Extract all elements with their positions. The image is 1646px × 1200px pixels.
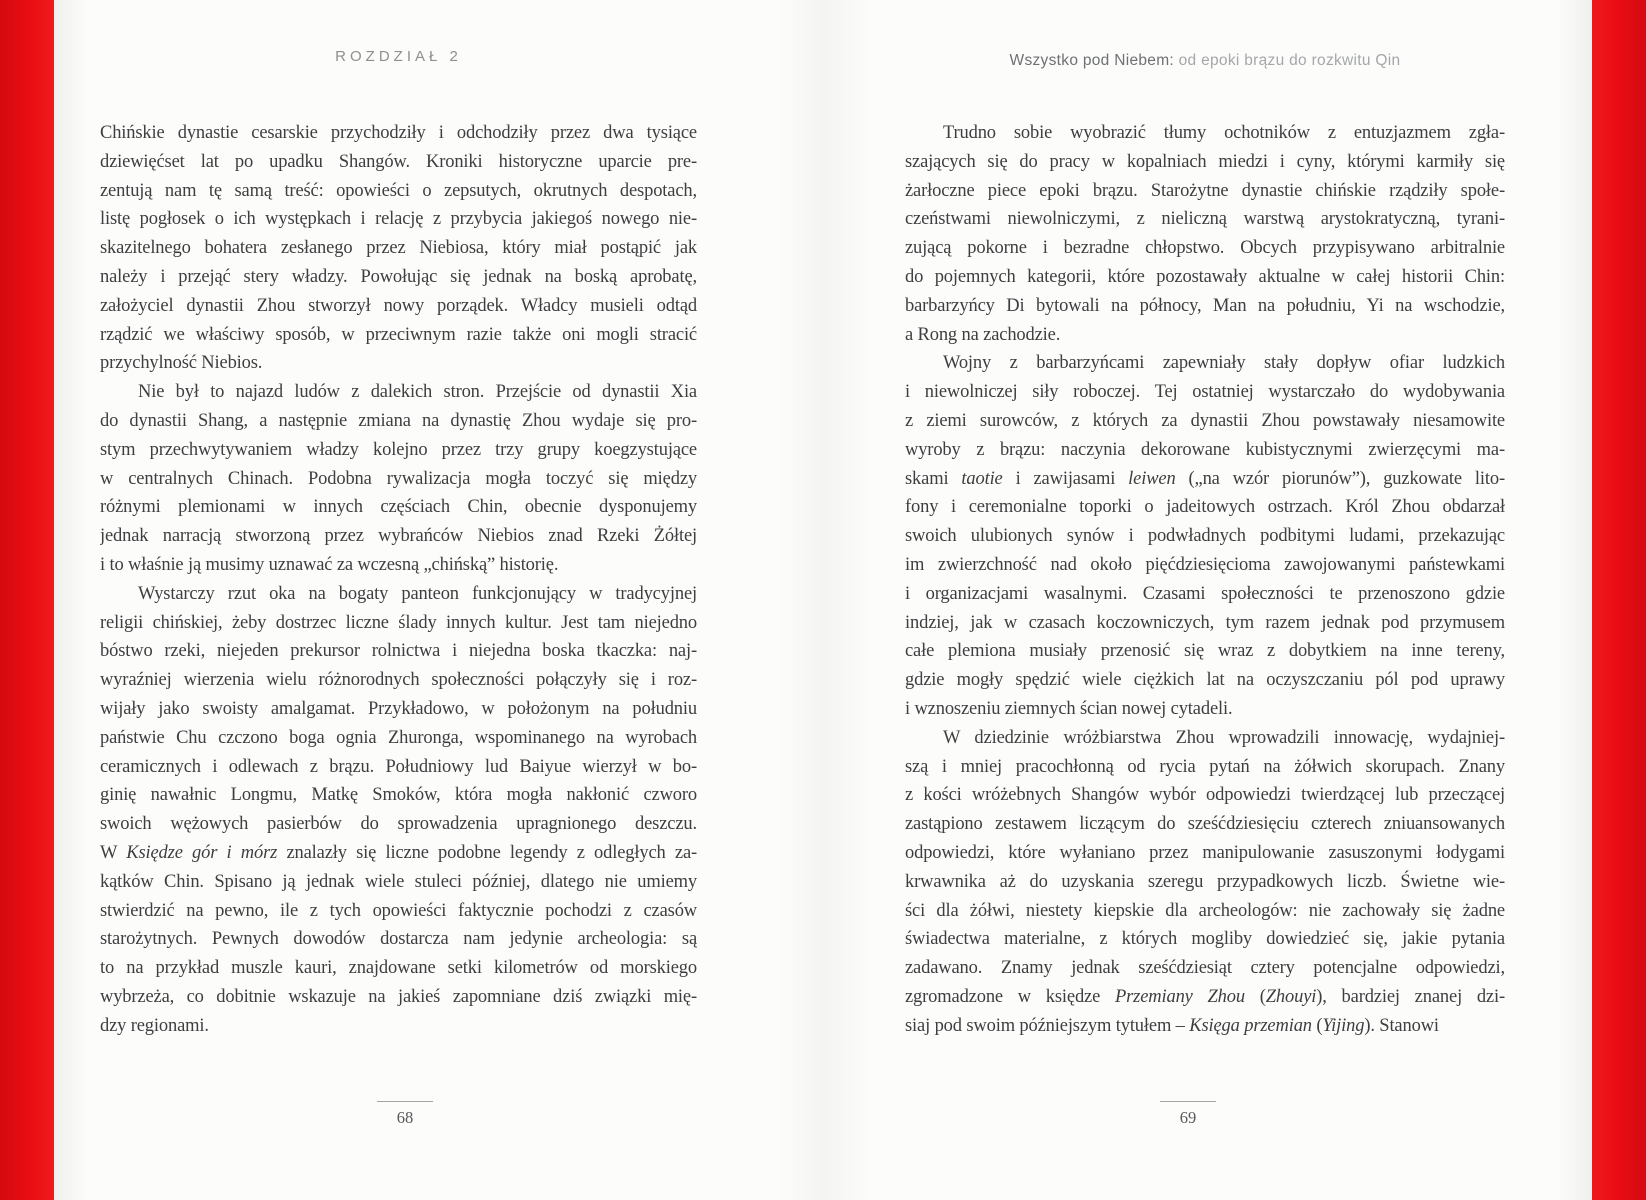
running-header-title — [890, 52, 1520, 70]
text-line: w centralnych Chinach. Podobna rywalizacja mogła toczyć się między — [100, 468, 697, 489]
text-line: czeństwami niewolniczymi, z nieliczną warstwą arystokratyczną, tyrani- — [905, 209, 1505, 230]
page-number: 68 — [396, 1108, 414, 1127]
text-line: założyciel dynastii Zhou stworzył nowy porządek. Władcy musieli odtąd — [100, 295, 697, 316]
text-line: indziej, jak w czasach koczowniczych, tym razem jednak pod przymusem — [905, 612, 1505, 633]
text-line: dzy regionami. — [100, 1015, 209, 1036]
text-line: do dynastii Shang, a następnie zmiana na dynastię Zhou wydaje się pro- — [100, 410, 697, 431]
text-line: wyroby z brązu: naczynia dekorowane kubistycznymi zwierzęcymi ma- — [905, 439, 1505, 460]
text-line: listę pogłosek o ich występkach i relację z przybycia jakiegoś nowego nie- — [100, 209, 697, 230]
book-cover-edge-left — [0, 0, 54, 1200]
text-line: zgromadzone w księdze Przemiany Zhou (Zhouyi), bardziej znanej dzi- — [905, 986, 1505, 1007]
text-line: państwie Chu czczono boga ognia Zhuronga, wspominanego na wyrobach — [100, 727, 697, 748]
text-line: szą i mniej pracochłonną od rycia pytań na żółwich skorupach. Znany — [905, 756, 1505, 777]
text-line: świadectwa materialne, z których mogliby dowiedzieć się, jakie pytania — [905, 929, 1505, 950]
text-line: a Rong na zachodzie. — [905, 324, 1061, 345]
running-header-title-sub: od epoki brązu do rozkwitu Qin — [1174, 52, 1401, 69]
text-line: i wznoszeniu ziemnych ścian nowej cytadeli. — [905, 698, 1233, 719]
text-line: krwawnika aż do uzyskania szeregu przypadkowych liczb. Świetne wie- — [905, 871, 1505, 892]
running-header-chapter: ROZDZIAŁ 2 — [335, 48, 462, 65]
page-number-rule — [377, 1101, 433, 1102]
text-line: należy i przejąć stery władzy. Powołując się jednak na boską aprobatę, — [100, 266, 697, 287]
page-number-rule — [1160, 1101, 1216, 1102]
text-line: barbarzyńcy Di bytowali na północy, Man na południu, Yi na wschodzie, — [905, 295, 1505, 316]
text-line: stym przechwytywaniem władzy kolejno przez trzy grupy koegzystujące — [100, 439, 697, 460]
text-line: Wystarczy rzut oka na bogaty panteon funkcjonujący w tradycyjnej — [138, 583, 697, 604]
text-line: starożytnych. Pewnych dowodów dostarcza nam jedynie archeologia: są — [100, 929, 697, 950]
text-line: zastąpiono zestawem liczącym do sześćdziesięciu czterech zniuansowanych — [905, 814, 1505, 835]
text-line: zadawano. Znamy jednak sześćdziesiąt cztery potencjalne odpowiedzi, — [905, 958, 1505, 979]
text-line: stwierdzić na pewno, ile z tych opowieści faktycznie pochodzi z czasów — [100, 900, 697, 921]
text-line: skazitelnego bohatera zesłanego przez Niebiosa, który miał postąpić jak — [100, 238, 697, 259]
page-edge-shadow-left — [54, 0, 88, 1200]
text-line: odpowiedzi, które wyłaniano przez manipulowanie zasuszonymi łodygami — [905, 842, 1505, 863]
text-line: Nie był to najazd ludów z dalekich stron. Przejście od dynastii Xia — [138, 382, 697, 403]
text-line: rządzić we właściwy sposób, w przeciwnym razie także oni mogli stracić — [100, 324, 697, 345]
text-line: religii chińskiej, żeby dostrzec liczne ślady innych kultur. Jest tam niejedno — [100, 612, 697, 633]
page-edge-shadow-right — [1558, 0, 1592, 1200]
text-line: ginię nawałnic Longmu, Matkę Smoków, która mogła nakłonić czworo — [100, 785, 697, 806]
text-line: jednak narracją stworzoną przez wybrańców Niebios znad Rzeki Żółtej — [100, 526, 697, 547]
text-line: do pojemnych kategorii, które pozostawały aktualne w całej historii Chin: — [905, 266, 1505, 287]
text-line: Wojny z barbarzyńcami zapewniały stały dopływ ofiar ludzkich — [943, 353, 1505, 374]
text-line: wijały jako swoisty amalgamat. Przykładowo, w położonym na południu — [100, 698, 697, 719]
text-line: im zwierzchność nad około pięćdziesięcioma zawojowanymi państewkami — [905, 554, 1505, 575]
text-line: W dziedzinie wróżbiarstwa Zhou wprowadzili innowację, wydajniej- — [943, 727, 1505, 748]
text-line: i to właśnie ją musimy uznawać za wczesną „chińską” historię. — [100, 554, 559, 575]
running-header-title-main: Wszystko pod Niebem: — [1009, 52, 1175, 69]
right-page-text-column — [905, 119, 1505, 1041]
text-line: gdzie mogły spędzić wiele ciężkich lat na oczyszczaniu pól pod uprawy — [905, 670, 1505, 691]
text-line: bóstwo rzeki, niejeden prekursor rolnictwa i niejedna boska tkaczka: naj- — [100, 641, 697, 662]
left-page-text-column — [100, 119, 697, 1041]
text-line: Chińskie dynastie cesarskie przychodziły i odchodziły przez dwa tysiące — [100, 123, 697, 143]
text-line: z kości wróżebnych Shangów wybór odpowiedzi twierdzącej lub przeczącej — [905, 785, 1505, 806]
text-line: to na przykład muszle kauri, znajdowane setki kilometrów od morskiego — [100, 958, 697, 979]
text-line: dziewięćset lat po upadku Shangów. Kroniki historyczne uparcie pre- — [100, 151, 697, 172]
text-line: i organizacjami wasalnymi. Czasami społeczności te przenoszono gdzie — [905, 583, 1505, 604]
text-line: zującą pokorne i bezradne chłopstwo. Obcych przypisywano arbitralnie — [905, 238, 1505, 259]
text-line: żarłoczne piece epoki brązu. Starożytne dynastie chińskie rządziły społe- — [905, 180, 1505, 201]
book-cover-edge-right — [1592, 0, 1646, 1200]
text-line: W Księdze gór i mórz znalazły się liczne podobne legendy z odległych za- — [100, 842, 697, 863]
text-line: kątków Chin. Spisano ją jednak wiele stuleci później, dlatego nie umiemy — [100, 871, 697, 892]
text-line: siaj pod swoim późniejszym tytułem – Księga przemian (Yijing). Stanowi — [905, 1015, 1439, 1036]
text-line: fony i ceremonialne toporki o jadeitowych ostrzach. Król Zhou obdarzał — [905, 497, 1505, 518]
left-page-footer — [345, 1101, 465, 1128]
text-line: swoich wężowych pasierbów do sprowadzenia upragnionego deszczu. — [100, 814, 697, 835]
text-line: Trudno sobie wyobrazić tłumy ochotników z entuzjazmem zgła- — [943, 123, 1505, 143]
text-line: skami taotie i zawijasami leiwen („na wzór piorunów”), guzkowate lito- — [905, 468, 1505, 489]
text-line: z ziemi surowców, z których za dynastii Zhou powstawały niesamowite — [905, 410, 1505, 431]
text-line: różnymi plemionami w innych częściach Chin, obecnie dysponujemy — [100, 497, 697, 518]
page-number: 69 — [1179, 1108, 1197, 1127]
text-line: i niewolniczej siły roboczej. Tej ostatniej wystarczało do wydobywania — [905, 382, 1505, 403]
text-line: swoich ulubionych synów i podwładnych podbitymi ludami, przekazując — [905, 526, 1505, 547]
text-line: całe plemiona musiały przenosić się wraz z dobytkiem na inne tereny, — [905, 641, 1505, 662]
text-line: wybrzeża, co dobitnie wskazuje na jakieś zapomniane dziś związki mię- — [100, 986, 697, 1007]
text-line: przychylność Niebios. — [100, 353, 263, 374]
text-line: ceramicznych i odlewach z brązu. Południowy lud Baiyue wierzył w bo- — [100, 756, 697, 777]
text-line: szających się do pracy w kopalniach miedzi i cyny, którymi karmiły się — [905, 151, 1505, 172]
right-page-footer — [1128, 1101, 1248, 1128]
text-line: wyraźniej wierzenia wielu różnorodnych społeczności połączyły się i roz- — [100, 670, 697, 691]
book-gutter-shadow — [776, 0, 872, 1200]
text-line: ści dla żółwi, niestety kiepskie dla archeologów: nie zachowały się żadne — [905, 900, 1505, 921]
text-line: zentują nam tę samą treść: opowieści o zepsutych, okrutnych despotach, — [100, 180, 697, 201]
